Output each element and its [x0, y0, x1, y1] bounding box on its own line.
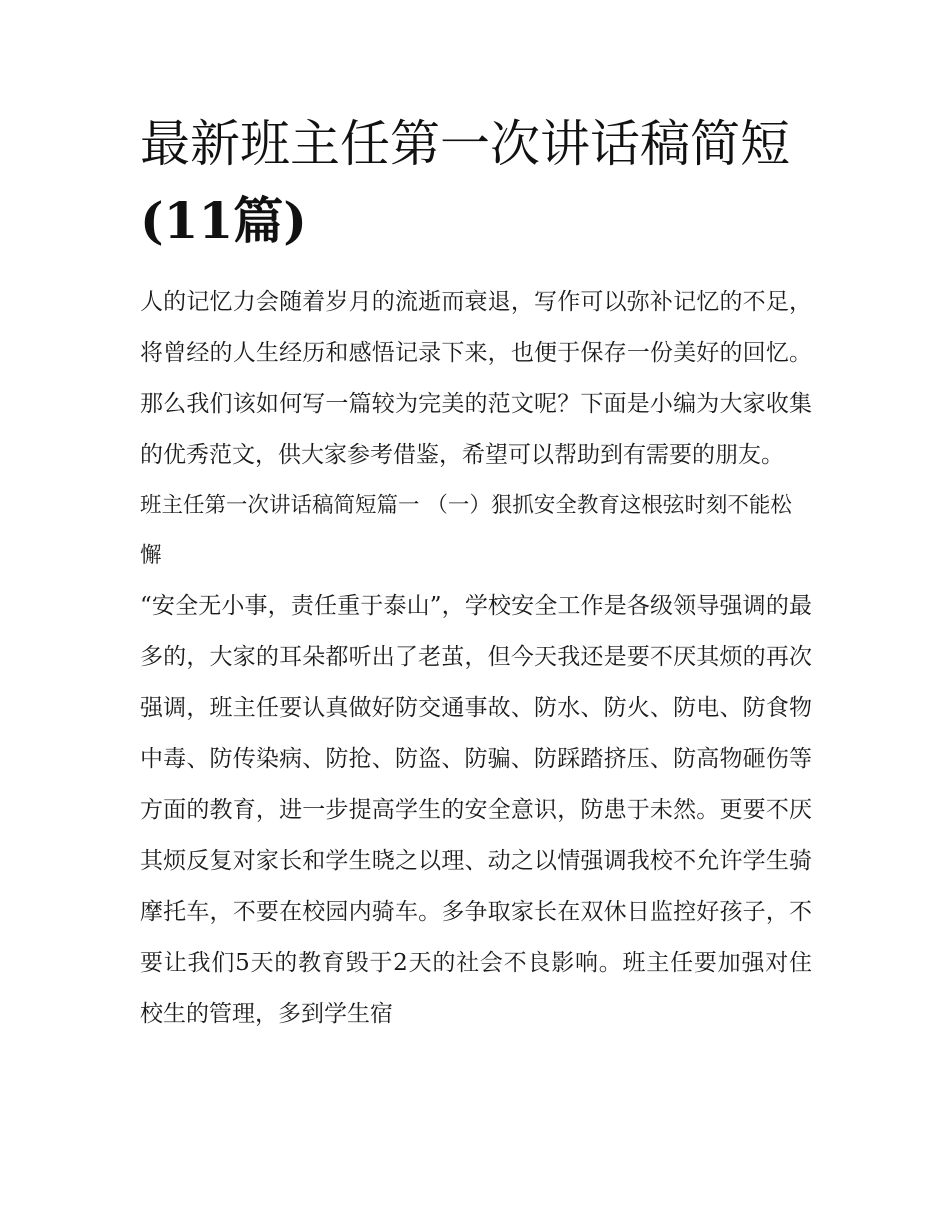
document-page	[140, 112, 812, 1040]
document-title	[140, 112, 812, 253]
section-paragraph: “安全无小事，责任重于泰山”，学校安全工作是各级领导强调的最多的，大家的耳朵都听出了老茧，但今天我还是要不厌其烦的再次强调，班主任要认真做好防交通事故、防水、防火、防电、防食物中毒、防传染病、防抢、防盗、防骗、防踩踏挤压、防高物砸伤等方面的教育，进一步提高学生的安全意识，防患于未然。更要不厌其烦反复对家长和学生晓之以理、动之以情强调我校不允许学生骑摩托车，不要在校园内骑车。多争取家长在双休日监控好孩子，不要让我们5天的教育毁于2天的社会不良影响。班主任要加强对住校生的管理，多到学生宿	[140, 593, 812, 1027]
document-title-line2: (11篇)	[140, 191, 307, 250]
document-body	[140, 277, 812, 1040]
section-heading: 班主任第一次讲话稿简短篇一 （一）狠抓安全教育这根弦时刻不能松懈	[140, 493, 792, 568]
document-title-line1: 最新班主任第一次讲话稿简短	[140, 115, 790, 173]
intro-paragraph: 人的记忆力会随着岁月的流逝而衰退，写作可以弥补记忆的不足，将曾经的人生经历和感悟记录下来，也便于保存一份美好的回忆。那么我们该如何写一篇较为完美的范文呢？下面是小编为大家收集的优秀范文，供大家参考借鉴，希望可以帮助到有需要的朋友。	[140, 289, 812, 468]
